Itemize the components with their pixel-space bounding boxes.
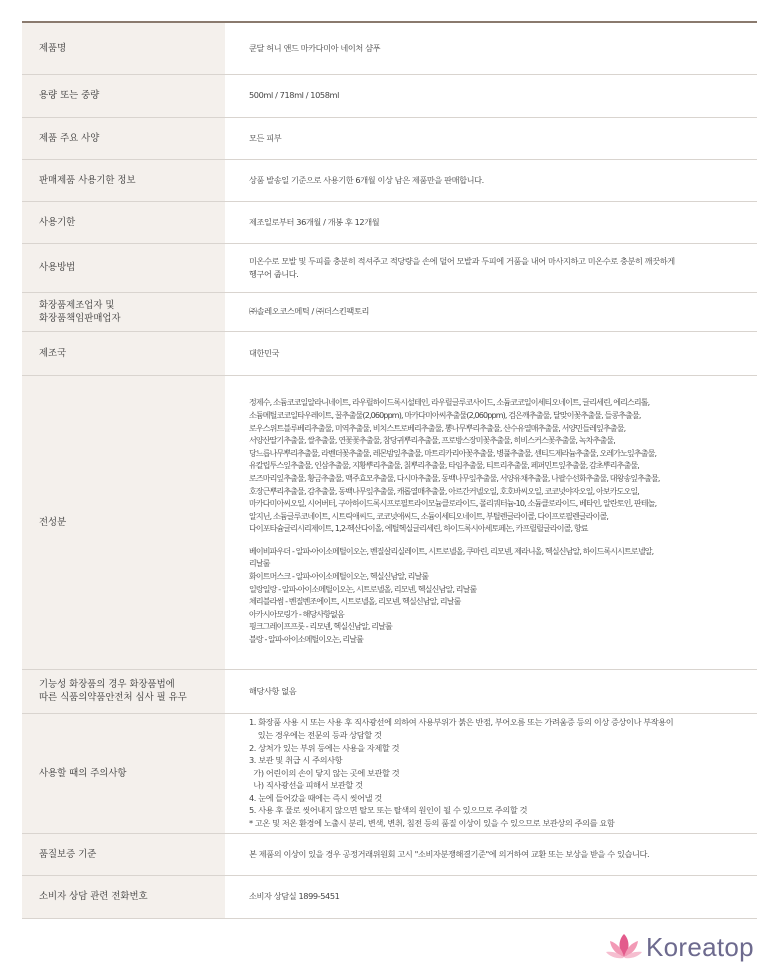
row-label-line: 소비자 상담 관련 전화번호	[39, 891, 148, 902]
row-value	[225, 23, 757, 74]
value-line: 베이비파우더 - 알파-아이소메틸이오논, 벤질살리실레이트, 시트로넬올, 쿠마린, 리모넨, 제라니올, 헥실신남알, 하이드록시시트로넬알,	[249, 546, 654, 556]
value-line: 일랑일랑 - 알파-아이소메틸이오논, 시트로넬올, 리모넨, 헥실신남알, 리날룰	[249, 584, 477, 594]
value-line: 2. 상처가 있는 부위 등에는 사용을 자제할 것	[249, 742, 400, 753]
value-line: 헹구어 줍니다.	[249, 268, 299, 279]
info-row	[22, 375, 757, 669]
row-value	[225, 292, 757, 331]
info-row	[22, 201, 757, 243]
info-row	[22, 713, 757, 833]
row-label	[22, 159, 225, 201]
row-label	[22, 117, 225, 159]
row-label	[22, 74, 225, 117]
value-line: 제조일로부터 36개월 / 개봉 후 12개월	[249, 216, 380, 227]
info-row	[22, 292, 757, 331]
row-value	[225, 375, 757, 669]
row-label	[22, 23, 225, 74]
value-line: 미온수로 모발 및 두피를 충분히 적셔주고 적당량을 손에 덜어 모발과 두피에 거품을 내어 마사지하고 미온수로 충분히 깨끗하게	[249, 255, 675, 266]
info-row	[22, 331, 757, 375]
info-row	[22, 23, 757, 74]
row-label-line: 사용할 때의 주의사항	[39, 767, 127, 779]
row-value	[225, 875, 757, 918]
value-line: 핑크그레이프프룻 - 리모넨, 헥실신남알, 리날룰	[249, 622, 392, 632]
row-value	[225, 74, 757, 117]
row-label	[22, 331, 225, 375]
value-line: 500ml / 718ml / 1058ml	[249, 90, 339, 101]
value-line: * 고온 및 저온 환경에 노출시 분리, 변색, 변취, 침전 등의 품질 이상이 있을 수 있으므로 보관상의 주의를 요함	[249, 818, 615, 829]
value-line: 3. 보관 및 취급 시 주의사항	[249, 755, 343, 766]
info-row	[22, 117, 757, 159]
value-line: 있는 경우에는 전문의 등과 상담할 것	[249, 729, 382, 740]
value-line: 호장근뿌리추출물, 감추출물, 동백나무잎추출물, 캐롭열매추출물, 아르간커넬오일, 호호바씨오일, 코코넛야자오일, 아보카도오일,	[249, 486, 639, 496]
row-value	[225, 243, 757, 292]
row-label-line: 화장품책임판매업자	[39, 312, 121, 324]
value-line: 로우스위트블루베리추출물, 미역추출물, 비치스트로베리추출물, 뽕나무뿌리추출물, 산수유열매추출물, 서양민들레잎추출물,	[249, 423, 626, 433]
product-info-table	[22, 21, 757, 919]
value-line: 화이트머스크 - 알파-아이소메틸이오논, 헥실신남알, 리날룰	[249, 572, 429, 582]
info-row	[22, 243, 757, 292]
value-line: 블랑 - 알파-아이소메틸이오논, 리날룰	[249, 635, 364, 645]
value-line: 마카다미아씨오일, 시어버터, 구아하이드록시프로필트라이모늄클로라이드, 폴리쿼터늄-10, 소듐클로라이드, 베타인, 알란토인, 판테놀,	[249, 499, 657, 509]
value-line: 체리블라썸 - 벤질벤조에이트, 시트로넬올, 리모넨, 헥실신남알, 리날룰	[249, 597, 461, 607]
value-line: 모든 피부	[249, 132, 282, 143]
row-label-line: 따른 식품의약품안전처 심사 필 유무	[39, 692, 187, 703]
info-row	[22, 74, 757, 117]
row-value	[225, 833, 757, 875]
row-label	[22, 713, 225, 833]
row-label	[22, 375, 225, 669]
watermark-text: Koreatop	[646, 931, 754, 962]
info-row	[22, 159, 757, 201]
row-label	[22, 292, 225, 331]
value-line: 알지닌, 소듐글루코네이트, 시트릭애씨드, 코코넛애씨드, 소듐이세티오네이트, 부틸렌글라이콜, 다이프로필렌글라이콜,	[249, 511, 609, 521]
row-label	[22, 669, 225, 713]
value-line: 로즈마리잎추출물, 황금추출물, 맥주효모추출물, 다시마추출물, 동백나무잎추출물, 서양유채추출물, 나팔수선화추출물, 대왕송잎추출물,	[249, 473, 660, 483]
value-line: 아카시아모링가 - 해당사항없음	[249, 609, 344, 619]
row-label-line: 사용방법	[39, 262, 76, 273]
value-line: 다이포타슘글리시리제이트, 1,2-헥산다이올, 에틸헥실글리세린, 하이드록시아세토페논, 카프릴릴글라이콜, 향료	[249, 524, 588, 534]
value-line: ㈜솔레오코스메틱 / ㈜더스킨팩토리	[249, 306, 369, 317]
value-line: 4. 눈에 들어갔을 때에는 즉시 씻어낼 것	[249, 792, 382, 803]
row-label-line: 기능성 화장품의 경우 화장품법에	[39, 679, 175, 690]
value-line: 해당사항 없음	[249, 685, 297, 696]
value-line: 쿤달 허니 앤드 마카다미아 네이처 샴푸	[249, 42, 381, 53]
spacer	[249, 536, 751, 546]
row-label-line: 품질보증 기준	[39, 848, 97, 860]
row-value	[225, 331, 757, 375]
value-line: 당느릅나무뿌리추출물, 라벤더꽃추출물, 레몬밤잎추출물, 마트리카리아꽃추출물, 병풀추출물, 센티드제라늄추출물, 오레가노잎추출물,	[249, 448, 657, 458]
row-label	[22, 875, 225, 918]
info-row	[22, 833, 757, 875]
value-line: 유칼립투스잎추출물, 인삼추출물, 지황뿌리추출물, 칡뿌리추출물, 타임추출물, 티트리추출물, 페퍼민트잎추출물, 감초뿌리추출물,	[249, 461, 639, 471]
info-row	[22, 669, 757, 713]
row-label-line: 용량 또는 중량	[39, 90, 100, 101]
row-label	[22, 243, 225, 292]
info-row	[22, 875, 757, 918]
row-value	[225, 201, 757, 243]
row-value	[225, 117, 757, 159]
value-line: 상품 발송일 기준으로 사용기한 6개월 이상 남은 제품만을 판매합니다.	[249, 174, 484, 185]
value-line: 소비자 상담실 1899-5451	[249, 891, 340, 902]
value-line: 5. 사용 후 물로 씻어내지 않으면 탈모 또는 탈색의 원인이 될 수 있으므로 주의할 것	[249, 805, 528, 816]
value-line: 본 제품의 이상이 있을 경우 공정거래위원회 고시 "소비자분쟁해결기준"에 의거하여 교환 또는 보상을 받을 수 있습니다.	[249, 848, 650, 859]
value-line: 리날룰	[249, 559, 270, 569]
row-label-line: 제품 주요 사양	[39, 132, 100, 144]
row-label-line: 전성분	[39, 516, 67, 528]
row-value	[225, 159, 757, 201]
lotus-icon	[604, 930, 644, 964]
value-line: 정제수, 소듐코코일알라니네이트, 라우릴하이드록시설테인, 라우릴글루코사이드, 소듐코코일이세티오네이트, 글리세린, 에리스리톨,	[249, 398, 650, 408]
row-label-line: 제조국	[39, 347, 67, 359]
row-value	[225, 713, 757, 833]
row-label	[22, 201, 225, 243]
value-line: 소듐메틸코코일타우레이트, 꿀추출물(2,060ppm), 마카다미아씨추출물(2,060ppm), 검은깨추출물, 달맞이꽃추출물, 들콩추출물,	[249, 410, 641, 420]
value-line: 대한민국	[249, 347, 280, 358]
value-line: 가) 어린이의 손이 닿지 않는 곳에 보관할 것	[249, 767, 400, 778]
value-line: 1. 화장품 사용 시 또는 사용 후 직사광선에 의하여 사용부위가 붉은 반점, 부어오름 또는 가려움증 등의 이상 증상이나 부작용이	[249, 717, 674, 728]
row-label-line: 화장품제조업자 및	[39, 299, 115, 311]
row-label-line: 제품명	[39, 42, 67, 54]
row-value	[225, 669, 757, 713]
value-line: 나) 직사광선을 피해서 보관할 것	[249, 780, 363, 791]
row-label-line: 사용기한	[39, 216, 76, 228]
row-label	[22, 833, 225, 875]
row-label-line: 판매제품 사용기한 정보	[39, 174, 136, 186]
watermark-logo	[604, 930, 754, 964]
value-line: 서양산딸기추출물, 쌀추출물, 연꽃꽃추출물, 참당귀뿌리추출물, 프로방스장미꽃추출물, 히비스커스꽃추출물, 녹차추출물,	[249, 436, 615, 446]
